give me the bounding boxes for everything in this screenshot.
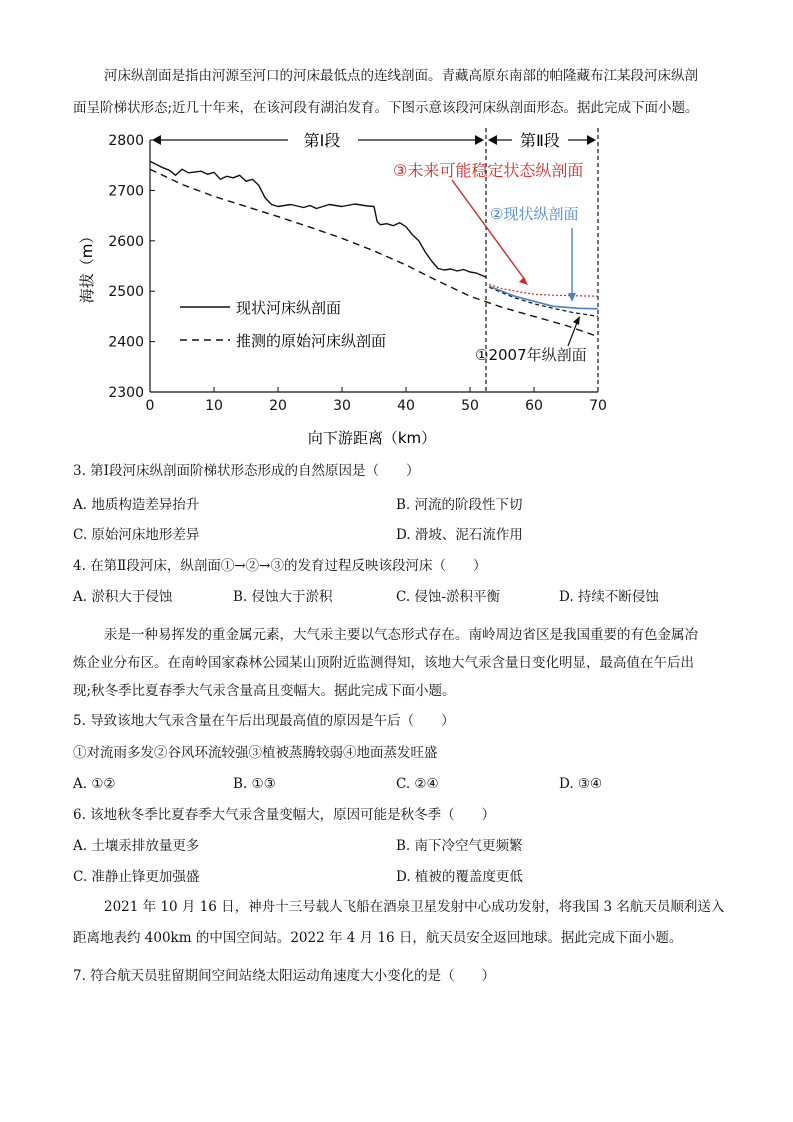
annotation-current-profile: ②现状纵剖面 bbox=[490, 205, 579, 223]
x-tick-label: 50 bbox=[461, 398, 479, 414]
y-tick-label: 2800 bbox=[108, 133, 144, 149]
arrow-head bbox=[488, 135, 497, 145]
arrow-head bbox=[152, 135, 161, 145]
river-profile-chart bbox=[60, 120, 620, 452]
future-pointer-head bbox=[519, 277, 528, 285]
q4-option-d[interactable]: D. 持续不断侵蚀 bbox=[559, 589, 659, 605]
q7-stem: 7. 符合航天员驻留期间空间站绕太阳运动角速度大小变化的是（ ） bbox=[73, 968, 496, 984]
x-tick-label: 30 bbox=[333, 398, 351, 414]
legend-current-bed: 现状河床纵剖面 bbox=[236, 299, 342, 317]
q4-option-b[interactable]: B. 侵蚀大于淤积 bbox=[233, 589, 333, 605]
intro1-line2: 面呈阶梯状形态;近几十年来，在该河段有湖泊发育。下图示意该段河床纵剖面形态。据此完成下面小题。 bbox=[73, 100, 699, 116]
segment-2-label: 第Ⅱ段 bbox=[520, 131, 560, 150]
y-tick-label: 2500 bbox=[108, 284, 144, 301]
q3-option-d[interactable]: D. 滑坡、泥石流作用 bbox=[396, 527, 523, 543]
q6-stem: 6. 该地秋冬季比夏春季大气汞含量变幅大，原因可能是秋冬季（ ） bbox=[73, 807, 496, 823]
x-tick-label: 40 bbox=[397, 398, 415, 414]
intro2-line2: 炼企业分布区。在南岭国家森林公园某山顶附近监测得知，该地大气汞含量日变化明显，最高值在午后出 bbox=[73, 655, 694, 671]
x-axis-label: 向下游距离（km） bbox=[307, 429, 437, 447]
y-axis-label: 海拔（m） bbox=[78, 228, 96, 304]
legend-original-bed: 推测的原始河床纵剖面 bbox=[236, 332, 387, 350]
y-tick-label: 2300 bbox=[108, 385, 144, 401]
intro2-line1: 汞是一种易挥发的重金属元素，大气汞主要以气态形式存在。南岭周边省区是我国重要的有色金属冶 bbox=[104, 627, 698, 643]
arrow-head bbox=[475, 135, 484, 145]
x-tick-label: 70 bbox=[589, 398, 607, 414]
x-tick-label: 10 bbox=[205, 398, 223, 414]
x-tick-label: 20 bbox=[269, 398, 287, 414]
intro2-line3: 现;秋冬季比夏春季大气汞含量高且变幅大。据此完成下面小题。 bbox=[73, 683, 456, 699]
series-2007-profile bbox=[489, 287, 598, 316]
annotation-2007-profile: ①2007年纵剖面 bbox=[475, 346, 587, 364]
intro1-line1: 河床纵剖面是指由河源至河口的河床最低点的连线剖面。青藏高原东南部的帕隆藏布江某段河床纵剖 bbox=[104, 68, 698, 84]
future-pointer-line bbox=[452, 180, 525, 280]
q3-stem: 3. 第Ⅰ段河床纵剖面阶梯状形态形成的自然原因是（ ） bbox=[73, 463, 420, 479]
chart-marks bbox=[150, 161, 598, 346]
q5-stem: 5. 导致该地大气汞含量在午后出现最高值的原因是午后（ ） bbox=[73, 713, 455, 729]
q4-option-c[interactable]: C. 侵蚀-淤积平衡 bbox=[396, 589, 500, 605]
intro3-line2: 距离地表约 400km 的中国空间站。2022 年 4 月 16 日，航天员安全返回地球。据此完成下面小题。 bbox=[73, 930, 683, 946]
annotation-future-profile: ③未来可能稳定状态纵剖面 bbox=[393, 161, 584, 180]
q3-option-a[interactable]: A. 地质构造差异抬升 bbox=[73, 497, 200, 513]
q5-option-c[interactable]: C. ②④ bbox=[396, 776, 439, 792]
q4-option-a[interactable]: A. 淤积大于侵蚀 bbox=[73, 589, 173, 605]
q6-option-d[interactable]: D. 植被的覆盖度更低 bbox=[396, 869, 523, 885]
y2007-pointer-head bbox=[573, 316, 580, 325]
current-pointer-head bbox=[568, 293, 576, 302]
y2007-pointer-line bbox=[568, 320, 578, 346]
q5-option-a[interactable]: A. ①② bbox=[73, 776, 116, 792]
q5-option-b[interactable]: B. ①③ bbox=[233, 776, 276, 792]
q4-stem: 4. 在第Ⅱ段河床，纵剖面①→②→③的发育过程反映该段河床（ ） bbox=[73, 558, 487, 574]
q5-option-d[interactable]: D. ③④ bbox=[559, 776, 603, 792]
q6-option-a[interactable]: A. 土壤汞排放量更多 bbox=[73, 838, 200, 854]
x-tick-label: 60 bbox=[525, 398, 543, 414]
series-original-river-bed bbox=[150, 169, 598, 336]
y-tick-label: 2600 bbox=[108, 233, 144, 250]
q6-option-c[interactable]: C. 准静止锋更加强盛 bbox=[73, 869, 200, 885]
y-tick-label: 2700 bbox=[108, 183, 144, 200]
q5-items: ①对流雨多发②谷风环流较强③植被蒸腾较弱④地面蒸发旺盛 bbox=[73, 745, 438, 761]
q3-option-b[interactable]: B. 河流的阶段性下切 bbox=[396, 497, 523, 513]
intro3-line1: 2021 年 10 月 16 日，神舟十三号载人飞船在酒泉卫星发射中心成功发射，将我国 3 名航天员顺利送入 bbox=[104, 899, 725, 915]
q3-option-c[interactable]: C. 原始河床地形差异 bbox=[73, 527, 200, 543]
x-tick-label: 0 bbox=[145, 398, 155, 414]
arrow-head bbox=[587, 135, 596, 145]
segment-1-label: 第Ⅰ段 bbox=[303, 131, 341, 150]
q6-option-b[interactable]: B. 南下冷空气更频繁 bbox=[396, 838, 523, 854]
y-tick-label: 2400 bbox=[108, 334, 144, 351]
